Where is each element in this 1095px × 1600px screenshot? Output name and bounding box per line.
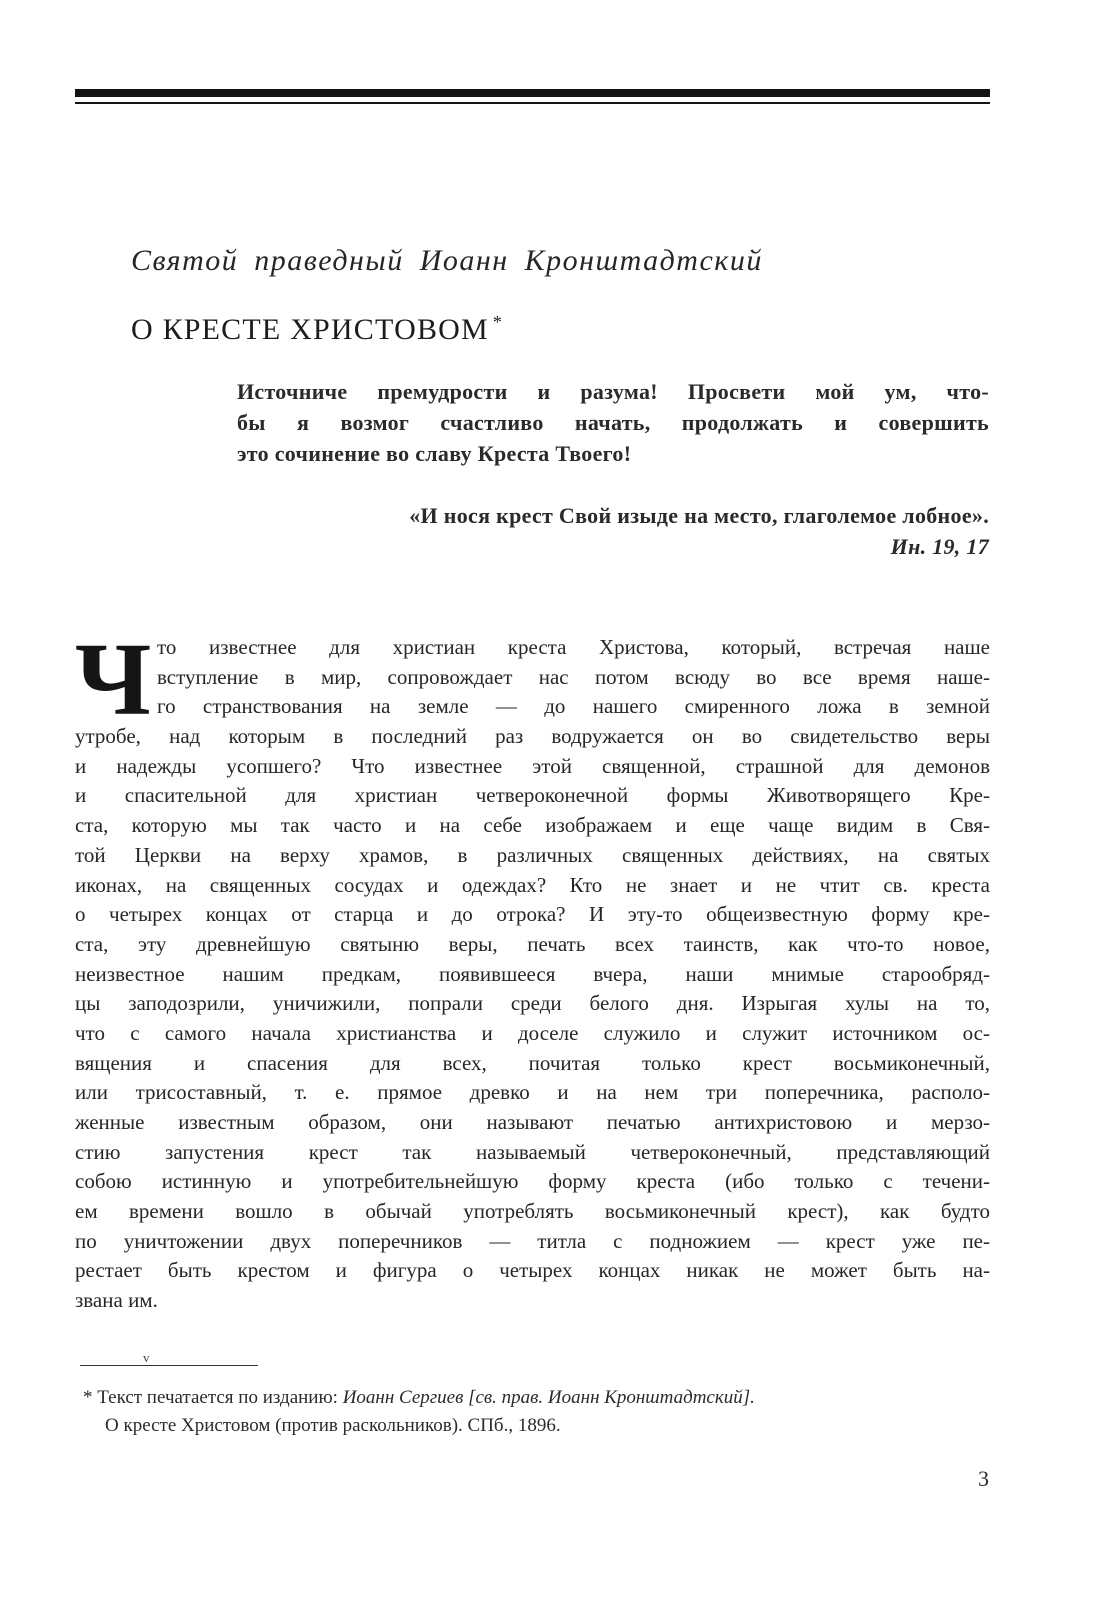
title-text: О КРЕСТЕ ХРИСТОВОМ (131, 313, 489, 346)
epigraph-line: это сочинение во славу Креста Твоего! (237, 441, 632, 466)
body-line: что с самого начала христианства и доселе служило и служит источником ос- (75, 1020, 990, 1045)
drop-cap: Ч (75, 622, 152, 737)
body-line: то известнее для христиан креста Христова, который, встречая наше (157, 635, 990, 659)
body-line: ем времени вошло в обычай употреблять восьмиконечный крест), как будто (75, 1199, 990, 1224)
body-line: неизвестное нашим предкам, появившееся вчера, наши мнимые старообряд- (75, 961, 990, 986)
header-rule-thin (75, 102, 990, 104)
body-line: стию запустения крест так называемый четвероконечный, представляющий (75, 1139, 990, 1164)
body-line: собою истинную и употребительнейшую форму креста (ибо только с течени- (75, 1169, 990, 1194)
body-line: и надежды усопшего? Что известнее этой священной, страшной для демонов (75, 753, 990, 778)
footnote-line-2: О кресте Христовом (против раскольников). СПб., 1896. (105, 1415, 561, 1436)
body-line: ста, эту древнейшую святыню веры, печать всех таинств, как что-то новое, (75, 931, 990, 956)
body-line: той Церкви на верху храмов, в различных священных действиях, на святых (75, 842, 990, 867)
body-line: и спасительной для христиан четвероконечной формы Животворящего Кре- (75, 783, 990, 808)
page-number: 3 (978, 1466, 989, 1491)
footnote-source-author: Иоанн Сергиев [св. прав. Иоанн Кронштадтский]. (342, 1387, 755, 1408)
footnote-line-1 (83, 1384, 990, 1412)
body-line: вступление в мир, сопровождает нас потом всюду во все время наше- (157, 664, 990, 689)
body-line: цы заподозрили, уничижили, попрали среди белого дня. Изрыгая хулы на то, (75, 991, 990, 1016)
epigraph-quote (237, 500, 989, 562)
footnote-text: Текст печатается по изданию: (97, 1387, 343, 1408)
body-line: утробе, над которым в последний раз водружается он во свидетельство веры (75, 724, 990, 749)
header-rule-thick (75, 89, 990, 97)
page-title (131, 312, 503, 347)
scripture-quote: «И нося крест Свой изыде на место, глаголемое лобное». (409, 503, 989, 528)
footnote-marker: * (83, 1387, 93, 1408)
body-text (75, 622, 990, 1316)
body-line: звана им. (75, 1288, 158, 1313)
author-heading: Святой праведный Иоанн Кронштадтский (131, 244, 763, 277)
title-footnote-mark: * (492, 312, 504, 332)
epigraph-prayer (237, 376, 989, 469)
epigraph-line: бы я возмог счастливо начать, продолжать и совершить (237, 410, 989, 435)
body-line: рестает быть крестом и фигура о четырех концах никак не может быть на- (75, 1258, 990, 1283)
body-line: о четырех концах от старца и до отрока? И эту-то общеизвестную форму кре- (75, 902, 990, 927)
footnote-separator (80, 1365, 258, 1366)
body-line: иконах, на священных сосудах и одеждах? Кто не знает и не чтит св. креста (75, 872, 990, 897)
epigraph-line: Источниче премудрости и разума! Просвети мой ум, что- (237, 379, 989, 404)
body-line: ста, которую мы так часто и на себе изображаем и еще чаще видим в Свя- (75, 813, 990, 838)
body-line: или трисоставный, т. е. прямое древко и на нем три поперечника, располо- (75, 1080, 990, 1105)
body-line: женные известным образом, они называют печатью антихристовою и мерзо- (75, 1110, 990, 1134)
body-line: го странствования на земле — до нашего смиренного ложа в земной (157, 694, 990, 719)
footnote (83, 1384, 990, 1440)
scripture-reference: Ин. 19, 17 (890, 534, 989, 559)
body-line: вящения и спасения для всех, почитая только крест восьмиконечный, (75, 1050, 990, 1075)
footnote-separator-tick: v (143, 1350, 150, 1365)
body-line: по уничтожении двух поперечников — титла с подножием — крест уже пе- (75, 1228, 990, 1253)
